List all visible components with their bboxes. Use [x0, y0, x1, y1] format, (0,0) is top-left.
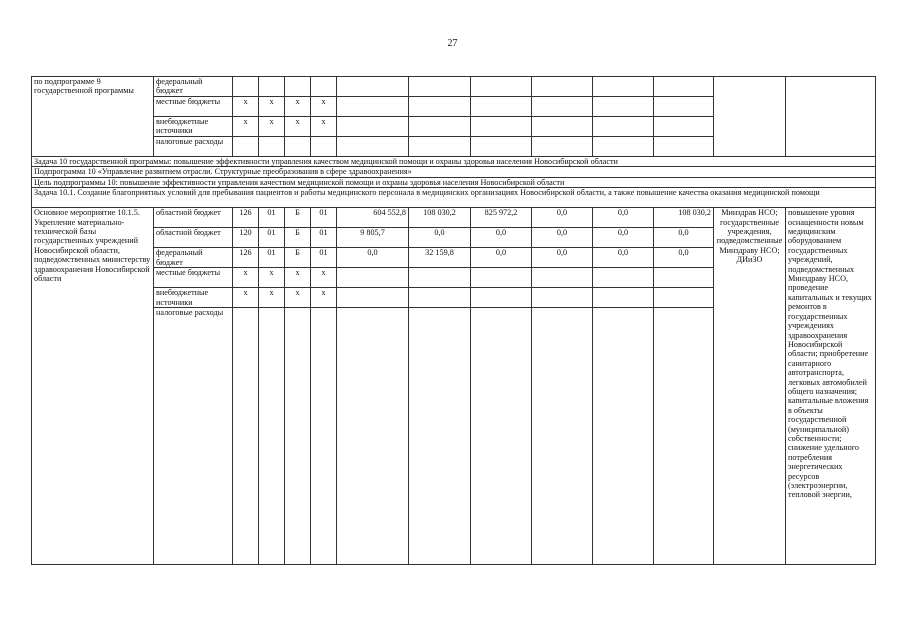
value-cell: 0,0	[654, 248, 714, 268]
value-cell: 0,0	[654, 228, 714, 248]
subprogram10-banner: Подпрограмма 10 «Управление развитием отрасли. Структурные преобразования в сфере здравоохранения»	[32, 167, 876, 177]
code-cell: x	[285, 97, 311, 117]
block1-label: по подпрограмме 9 государственной программы	[32, 77, 154, 157]
value-cell: 0,0	[471, 228, 532, 248]
code-cell	[311, 137, 337, 157]
code-cell: 01	[259, 248, 285, 268]
task10-banner: Задача 10 государственной программы: повышение эффективности управления качеством медицинской помощи и охраны здоровья населения Новосибирской области	[32, 157, 876, 167]
code-cell	[233, 77, 259, 97]
code-cell: x	[233, 97, 259, 117]
value-cell: 825 972,2	[471, 208, 532, 228]
value-cell: 0,0	[409, 228, 471, 248]
value-cell: 32 159,8	[409, 248, 471, 268]
code-cell	[285, 77, 311, 97]
table-row	[32, 188, 876, 208]
code-cell: 01	[311, 228, 337, 248]
code-cell: x	[233, 288, 259, 308]
code-cell	[259, 77, 285, 97]
source-cell: областной бюджет	[154, 228, 233, 248]
block2-executor: Минздрав НСО; государственные учреждения, подведомственные Минздраву НСО; ДИиЗО	[714, 208, 786, 565]
table-row	[32, 177, 876, 187]
code-cell: Б	[285, 228, 311, 248]
code-cell: x	[311, 268, 337, 288]
code-cell: x	[259, 268, 285, 288]
source-cell: внебюджетные источники	[154, 288, 233, 308]
value-cell: 0,0	[593, 248, 654, 268]
value-cell: 0,0	[593, 228, 654, 248]
code-cell: x	[259, 117, 285, 137]
value-cell: 0,0	[532, 208, 593, 228]
source-cell: внебюджетные источники	[154, 117, 233, 137]
code-cell: x	[311, 97, 337, 117]
table-row	[32, 208, 876, 228]
code-cell: x	[233, 268, 259, 288]
block1-executor	[714, 77, 786, 157]
code-cell: x	[311, 288, 337, 308]
code-cell: Б	[285, 208, 311, 228]
code-cell	[259, 137, 285, 157]
code-cell: 01	[311, 208, 337, 228]
code-cell	[233, 137, 259, 157]
source-cell: налоговые расходы	[154, 308, 233, 565]
block2-label: Основное мероприятие 10.1.5. Укрепление материально-технической базы государственных учреждений Новосибирской области, подведомственных министерству здравоохранения Новосибирской области	[32, 208, 154, 565]
program-table	[31, 76, 876, 565]
value-cell: 108 030,2	[409, 208, 471, 228]
goal10-banner: Цель подпрограммы 10: повышение эффективности управления качеством медицинской помощи и охраны здоровья населения Новосибирской области	[32, 177, 876, 187]
code-cell: 01	[311, 248, 337, 268]
task10-1-banner: Задача 10.1. Создание благоприятных условий для пребывания пациентов и работы медицинского персонала в медицинских организациях Новосибирской области, а также повышение качества оказания медицинской помощи	[32, 188, 876, 208]
code-cell: x	[259, 97, 285, 117]
code-cell: 01	[259, 228, 285, 248]
code-cell	[311, 77, 337, 97]
source-cell: федеральный бюджет	[154, 77, 233, 97]
value-cell: 604 552,8	[337, 208, 409, 228]
source-cell: областной бюджет	[154, 208, 233, 228]
value-cell: 0,0	[593, 208, 654, 228]
code-cell	[285, 137, 311, 157]
value-cell: 0,0	[532, 228, 593, 248]
value-cell: 9 805,7	[337, 228, 409, 248]
code-cell: Б	[285, 248, 311, 268]
table-row	[32, 157, 876, 167]
code-cell: 01	[259, 208, 285, 228]
code-cell: 126	[233, 248, 259, 268]
source-cell: федеральный бюджет	[154, 248, 233, 268]
source-cell: местные бюджеты	[154, 268, 233, 288]
source-cell: налоговые расходы	[154, 137, 233, 157]
code-cell: x	[233, 117, 259, 137]
code-cell: x	[285, 117, 311, 137]
page-number: 27	[447, 38, 458, 49]
source-cell: местные бюджеты	[154, 97, 233, 117]
code-cell: 126	[233, 208, 259, 228]
table-row	[32, 167, 876, 177]
code-cell: x	[311, 117, 337, 137]
block2-result: повышение уровня оснащенности новым медицинским оборудованием государственных учреждений, подведомственных Минздраву НСО, проведение капитальных и текущих ремонтов в государственных учреждениях здравоохранения Новосибирской области; приобретение санитарного автотранспорта, легковых автомобилей общего назначения; капитальные вложения в объекты государственной (муниципальной) собственности; снижение удельного потребления энергетических ресурсов (электроэнергии, тепловой энергии,	[786, 208, 876, 565]
value-cell: 0,0	[532, 248, 593, 268]
code-cell: 120	[233, 228, 259, 248]
code-cell: x	[285, 288, 311, 308]
block1-result	[786, 77, 876, 157]
value-cell: 0,0	[471, 248, 532, 268]
code-cell: x	[285, 268, 311, 288]
value-cell: 108 030,2	[654, 208, 714, 228]
value-cell: 0,0	[337, 248, 409, 268]
code-cell: x	[259, 288, 285, 308]
table-row	[32, 77, 876, 97]
